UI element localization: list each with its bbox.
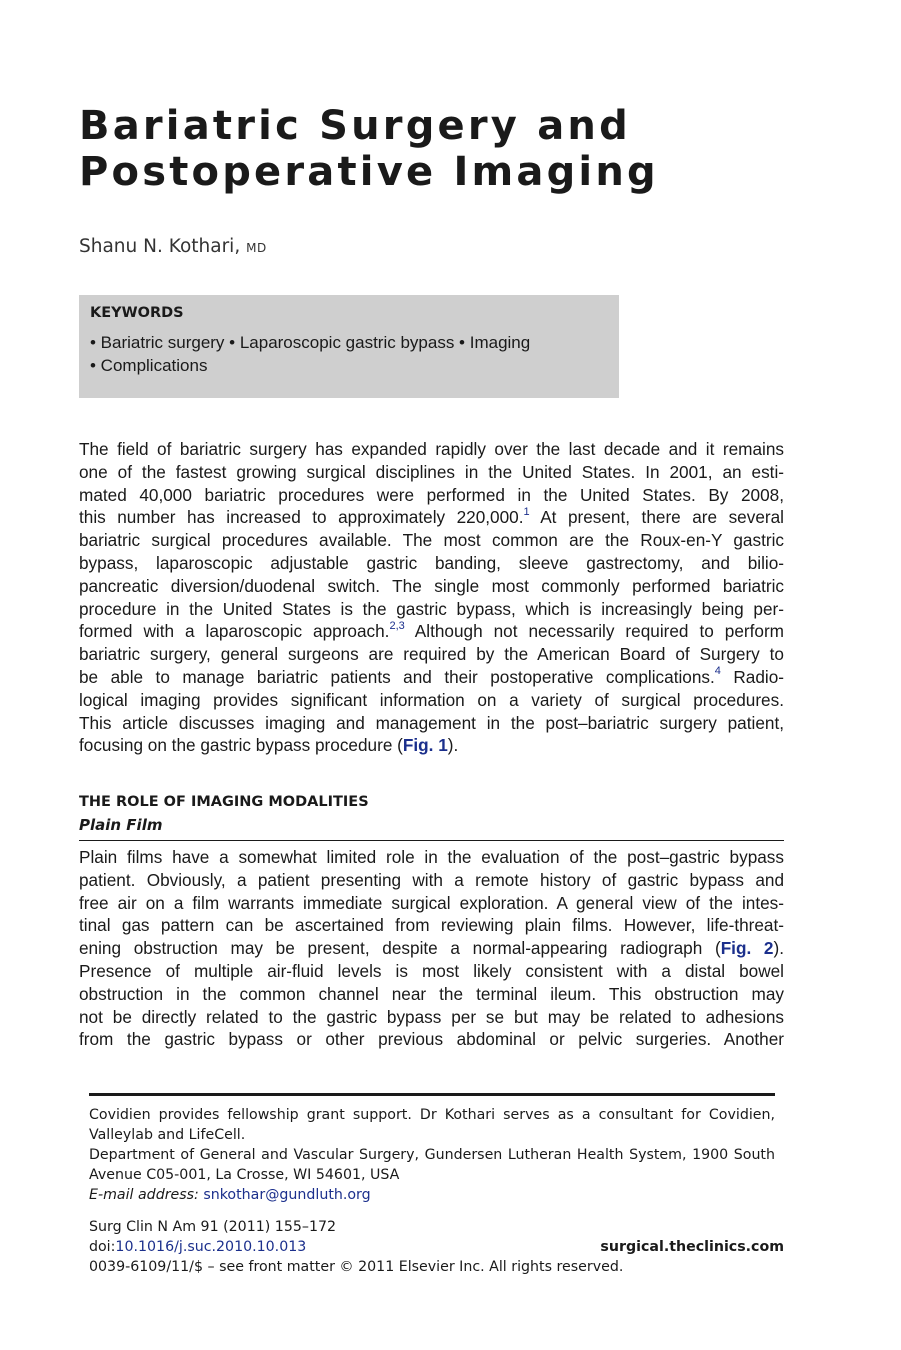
- body-line: patient. Obviously, a patient presenting with a remote history of gastric bypass and: [79, 869, 784, 890]
- journal-website[interactable]: surgical.theclinics.com: [600, 1239, 784, 1255]
- intro-text: formed with a laparoscopic approach.: [79, 621, 390, 642]
- article-title: [79, 103, 839, 195]
- author-byline: [79, 236, 267, 257]
- body-text: ening obstruction may be present, despite a normal-appearing radiograph (: [79, 938, 721, 959]
- intro-line: bypass, laparoscopic adjustable gastric banding, sleeve gastrectomy, and bilio-: [79, 552, 784, 573]
- author-name: Shanu N. Kothari,: [79, 236, 241, 257]
- copyright-line: 0039-6109/11/$ – see front matter © 2011 Elsevier Inc. All rights reserved.: [89, 1259, 624, 1275]
- body-line: not be directly related to the gastric bypass per se but may be related to adhesions: [79, 1006, 784, 1027]
- intro-text: Radio-: [720, 666, 785, 687]
- author-degree: MD: [246, 241, 267, 255]
- disclosure-line-1: Covidien provides fellowship grant support. Dr Kothari serves as a consultant for Covidien,: [89, 1107, 775, 1123]
- title-line-1: Bariatric Surgery and: [79, 103, 631, 149]
- journal-citation: Surg Clin N Am 91 (2011) 155–172: [89, 1219, 337, 1235]
- body-text: ).: [773, 938, 784, 959]
- reference-link-1[interactable]: 1: [523, 505, 530, 518]
- keywords-heading: KEYWORDS: [90, 305, 184, 321]
- keywords-box: [79, 295, 619, 398]
- intro-text: this number has increased to approximately 220,000.: [79, 507, 524, 528]
- intro-line: bariatric surgery, general surgeons are required by the American Board of Surgery to: [79, 644, 784, 665]
- section-divider: [79, 840, 784, 841]
- figure-2-link[interactable]: Fig. 2: [720, 938, 774, 959]
- title-line-2: Postoperative Imaging: [79, 149, 659, 195]
- email-line: [89, 1185, 371, 1205]
- body-line: obstruction in the common channel near the terminal ileum. This obstruction may: [79, 983, 784, 1004]
- intro-line: procedure in the United States is the gastric bypass, which is increasingly being per-: [79, 598, 784, 619]
- doi-line: [89, 1239, 306, 1255]
- email-label: E-mail address:: [89, 1187, 199, 1203]
- body-line: Presence of multiple air-fluid levels is most likely consistent with a distal bowel: [79, 960, 784, 981]
- footnote-divider: [89, 1093, 775, 1096]
- body-line: [79, 937, 784, 960]
- section-subheading: Plain Film: [79, 816, 163, 834]
- keywords-line-1: • Bariatric surgery • Laparoscopic gastric bypass • Imaging: [90, 333, 531, 352]
- plain-film-paragraph: [79, 846, 784, 1051]
- doi-link[interactable]: 10.1016/j.suc.2010.10.013: [115, 1239, 307, 1255]
- intro-line: pancreatic diversion/duodenal switch. The single most commonly performed bariatric: [79, 575, 784, 596]
- intro-text: Although not necessarily required to perform: [404, 621, 784, 642]
- body-line: tinal gas pattern can be ascertained from reviewing plain films. However, life-threat-: [79, 915, 784, 936]
- affiliation-line-2: Avenue C05-001, La Crosse, WI 54601, USA: [89, 1167, 400, 1183]
- intro-line: logical imaging provides significant information on a variety of surgical procedures.: [79, 689, 784, 710]
- intro-line: bariatric surgical procedures available. The most common are the Roux-en-Y gastric: [79, 530, 784, 551]
- doi-label: doi:: [89, 1239, 116, 1255]
- intro-text: focusing on the gastric bypass procedure (: [79, 735, 403, 756]
- intro-line: [79, 734, 784, 757]
- intro-line: one of the fastest growing surgical disciplines in the United States. In 2001, an esti-: [79, 461, 784, 482]
- affiliation-line-1: Department of General and Vascular Surgery, Gundersen Lutheran Health System, 1900 South: [89, 1147, 775, 1163]
- intro-line: [79, 506, 784, 529]
- body-line: from the gastric bypass or other previous abdominal or pelvic surgeries. Another: [79, 1029, 784, 1050]
- reference-link-2-3[interactable]: 2,3: [389, 619, 405, 632]
- intro-line: mated 40,000 bariatric procedures were performed in the United States. By 2008,: [79, 484, 784, 505]
- intro-text: At present, there are several: [529, 507, 784, 528]
- intro-text: be able to manage bariatric patients and their postoperative complications.: [79, 666, 715, 687]
- section-heading: THE ROLE OF IMAGING MODALITIES: [79, 794, 369, 810]
- reference-link-4[interactable]: 4: [714, 665, 721, 678]
- email-link[interactable]: snkothar@gundluth.org: [203, 1187, 371, 1203]
- body-line: free air on a film warrants immediate surgical exploration. A general view of the intes-: [79, 892, 784, 913]
- intro-text: ).: [447, 735, 459, 756]
- disclosure-line-2: Valleylab and LifeCell.: [89, 1127, 246, 1143]
- intro-line: [79, 666, 784, 689]
- keywords-line-2: • Complications: [90, 356, 208, 375]
- intro-line: The field of bariatric surgery has expanded rapidly over the last decade and it remains: [79, 439, 784, 459]
- figure-1-link[interactable]: Fig. 1: [402, 735, 448, 756]
- intro-paragraph: [79, 438, 784, 757]
- intro-line: This article discusses imaging and management in the post–bariatric surgery patient,: [79, 712, 784, 733]
- body-line: Plain films have a somewhat limited role in the evaluation of the post–gastric bypass: [79, 847, 784, 867]
- intro-line: [79, 620, 784, 643]
